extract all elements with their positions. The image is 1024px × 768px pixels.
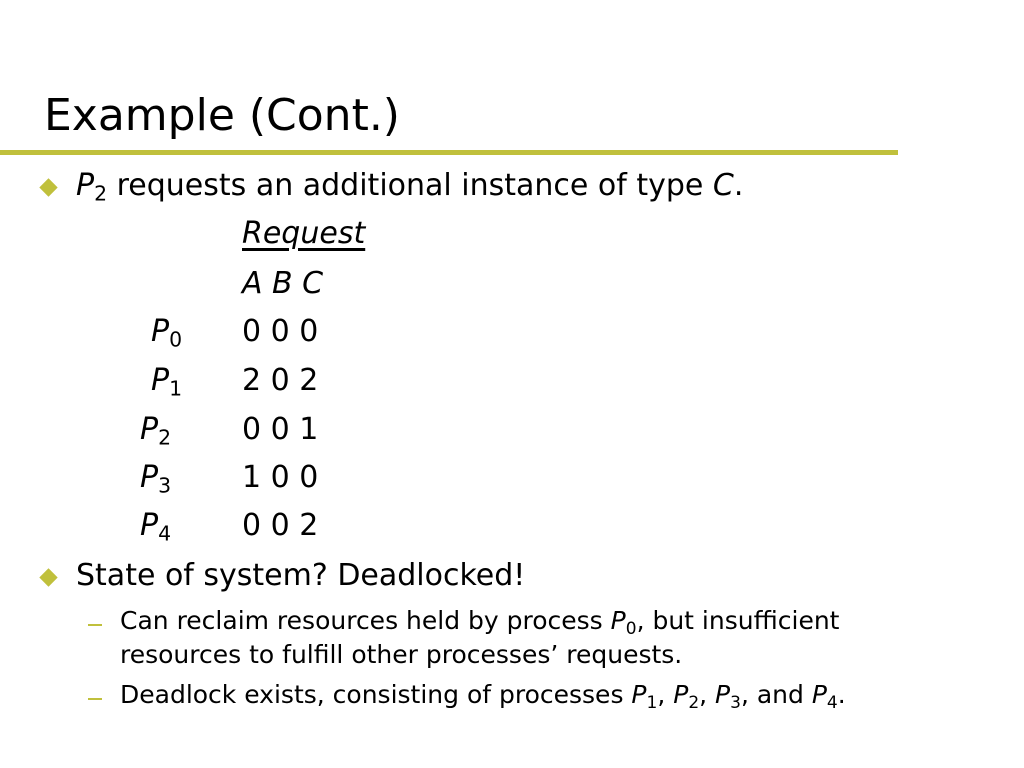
- row-label: [140, 458, 171, 498]
- separator: ,: [657, 680, 674, 709]
- slide-title: Example (Cont.): [44, 90, 400, 141]
- row-values: 0 0 1: [242, 412, 319, 447]
- dash-bullet-icon: [88, 624, 102, 626]
- row-values: 2 0 2: [242, 363, 319, 398]
- sub-bullet-deadlock: [120, 678, 846, 712]
- process-name: P: [715, 680, 731, 709]
- process-subscript: 0: [625, 618, 637, 639]
- row-values: 1 0 0: [242, 460, 319, 495]
- row-process: P: [151, 363, 170, 398]
- diamond-bullet-icon: [39, 568, 57, 586]
- row-label: [140, 410, 171, 450]
- row-values: 0 0 2: [242, 508, 319, 543]
- period: .: [733, 168, 744, 203]
- row-values: 0 0 0: [242, 314, 319, 349]
- row-subscript: 2: [158, 425, 172, 450]
- separator: , and: [740, 680, 812, 709]
- row-process: P: [151, 314, 170, 349]
- process-subscript: 2: [94, 181, 108, 206]
- process-name: P: [673, 680, 689, 709]
- bullet-state-text: State of system? Deadlocked!: [76, 558, 526, 593]
- process-subscript: 3: [730, 692, 741, 713]
- reclaim-text-end: , but insufficient: [636, 606, 840, 635]
- process-subscript: 2: [688, 692, 700, 713]
- request-text: requests an additional instance of type: [107, 168, 713, 203]
- process-subscript: 1: [646, 692, 658, 713]
- diamond-bullet-icon: [39, 178, 57, 196]
- process-name: P: [610, 606, 626, 635]
- process-name: P: [631, 680, 647, 709]
- row-label: [151, 361, 182, 401]
- row-label: [151, 312, 182, 352]
- dash-bullet-icon: [88, 698, 102, 700]
- row-process: P: [140, 508, 159, 543]
- deadlock-text: Deadlock exists, consisting of processes: [120, 680, 632, 709]
- process-subscript: 4: [826, 692, 838, 713]
- process-name: P: [811, 680, 827, 709]
- period: .: [837, 680, 846, 709]
- reclaim-text: Can reclaim resources held by process: [120, 606, 611, 635]
- table-header: Request: [242, 216, 366, 251]
- row-process: P: [140, 412, 159, 447]
- row-process: P: [140, 460, 159, 495]
- row-label: [140, 506, 171, 546]
- title-underline: [0, 150, 898, 155]
- bullet-request-text: [76, 166, 743, 206]
- process-name: P: [76, 168, 95, 203]
- sub-bullet-reclaim-line2: resources to fulfill other processes’ requests.: [120, 640, 683, 669]
- row-subscript: 3: [158, 473, 172, 498]
- separator: ,: [699, 680, 716, 709]
- row-subscript: 0: [169, 327, 183, 352]
- row-subscript: 1: [169, 376, 183, 401]
- row-subscript: 4: [158, 521, 172, 546]
- resource-type: C: [712, 168, 734, 203]
- table-columns: A B C: [242, 266, 324, 301]
- sub-bullet-reclaim: [120, 604, 839, 638]
